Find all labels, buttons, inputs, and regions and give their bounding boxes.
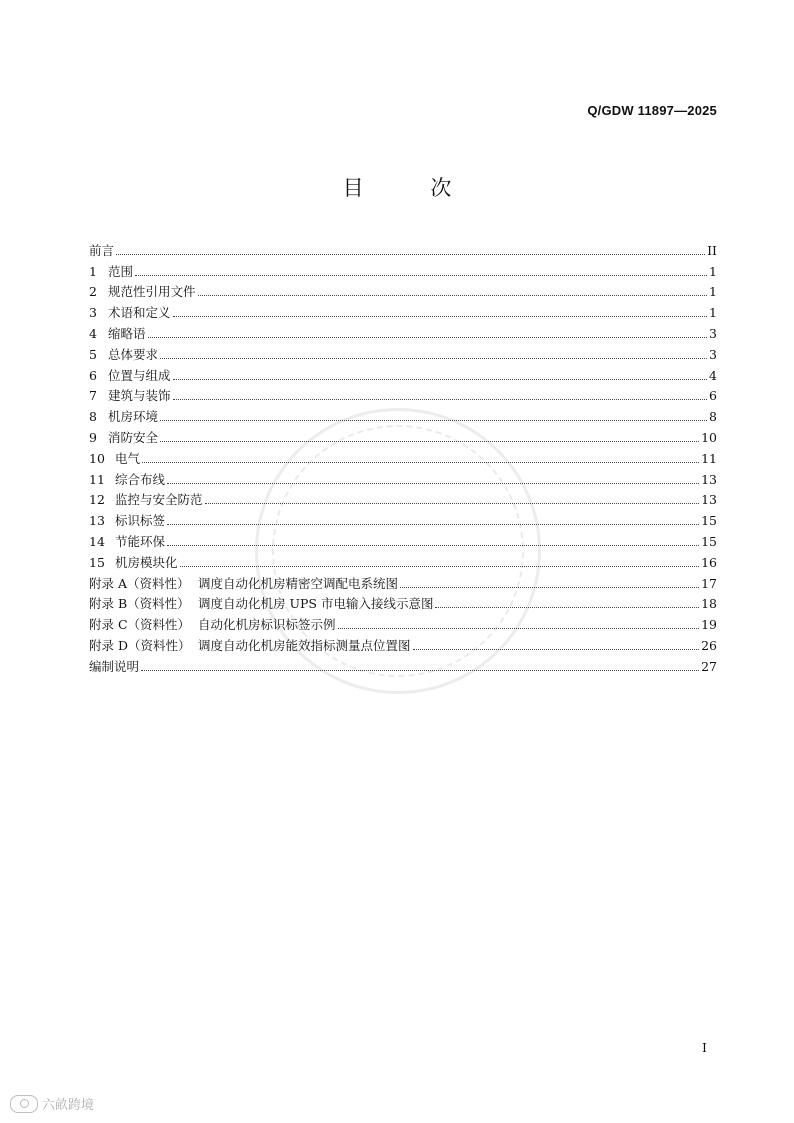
- toc-entry-5[interactable]: [89, 341, 717, 362]
- toc-entry-label: 节能环保: [115, 533, 166, 549]
- toc-entry-9[interactable]: [89, 424, 717, 445]
- dot-leader: [160, 358, 707, 359]
- toc-entry-page: 1: [709, 284, 717, 300]
- toc-entry-label: 规范性引用文件: [108, 284, 196, 300]
- dot-leader: [167, 545, 699, 546]
- toc-entry-label: 缩略语: [108, 325, 146, 341]
- toc-entry-page: 10: [701, 429, 717, 445]
- toc-entry-label: 建筑与装饰: [108, 388, 171, 404]
- toc-entry-label: 自动化机房标识标签示例: [198, 617, 336, 633]
- brand-logo-icon: [10, 1095, 38, 1113]
- toc-entry-label: 综合布线: [115, 471, 166, 487]
- toc-entry-label: 前言: [89, 242, 115, 258]
- toc-entry-page: 13: [701, 471, 717, 487]
- toc-entry-page: 17: [701, 575, 717, 591]
- toc-entry-page: 26: [701, 637, 717, 653]
- toc-entry-label: 调度自动化机房精密空调配电系统图: [198, 575, 399, 591]
- toc-entry-number: 2: [89, 284, 97, 300]
- toc-entry-label: 机房模块化: [115, 554, 178, 570]
- dot-leader: [141, 670, 699, 671]
- toc-entry-page: 4: [709, 367, 717, 383]
- toc-entry-number: 9: [89, 429, 97, 445]
- toc-entry-11[interactable]: [89, 466, 717, 487]
- brand-label: 六畝跨境: [42, 1098, 95, 1113]
- toc-entry-label: 调度自动化机房能效指标测量点位置图: [198, 637, 411, 653]
- toc-entry-label: 监控与安全防范: [115, 492, 203, 508]
- watermark-brand: [10, 1094, 94, 1113]
- toc-entry-3[interactable]: [89, 299, 717, 320]
- toc-entry-number: 4: [89, 325, 97, 341]
- dot-leader: [435, 607, 699, 608]
- toc-entry-page: 3: [709, 346, 717, 362]
- toc-entry-page: 3: [709, 325, 717, 341]
- dot-leader: [142, 462, 699, 463]
- toc-entry-page: 16: [701, 554, 717, 570]
- toc-entry-15[interactable]: [89, 549, 717, 570]
- toc-entry-2[interactable]: [89, 279, 717, 300]
- toc-entry-label: 标识标签: [115, 513, 166, 529]
- dot-leader: [180, 566, 700, 567]
- toc-entry-number: 1: [89, 263, 97, 279]
- dot-leader: [173, 379, 708, 380]
- toc-entry-number: 5: [89, 346, 97, 362]
- toc-appendix-d[interactable]: [89, 632, 717, 653]
- dot-leader: [167, 483, 699, 484]
- dot-leader: [167, 524, 699, 525]
- toc-entry-number: 11: [89, 471, 105, 487]
- appendix-prefix: 附录 A（资料性）: [89, 575, 190, 591]
- toc-entry-page: 15: [701, 533, 717, 549]
- dot-leader: [400, 587, 699, 588]
- toc-entry-page: 18: [701, 596, 717, 612]
- toc-entry-label: 消防安全: [108, 429, 159, 445]
- toc-entry-number: 12: [89, 492, 105, 508]
- toc-title: 目 次: [342, 176, 482, 200]
- toc-entry-number: 6: [89, 367, 97, 383]
- toc-entry-number: 3: [89, 305, 97, 321]
- table-of-contents: [89, 237, 717, 674]
- toc-entry-8[interactable]: [89, 403, 717, 424]
- toc-entry-foreword[interactable]: [89, 237, 717, 258]
- toc-appendix-b[interactable]: [89, 591, 717, 612]
- toc-entry-7[interactable]: [89, 383, 717, 404]
- dot-leader: [148, 337, 708, 338]
- toc-entry-compilation-notes[interactable]: [89, 653, 717, 674]
- toc-entry-page: 1: [709, 305, 717, 321]
- toc-appendix-a[interactable]: [89, 570, 717, 591]
- toc-appendix-c[interactable]: [89, 611, 717, 632]
- toc-entry-page: 19: [701, 617, 717, 633]
- toc-entry-10[interactable]: [89, 445, 717, 466]
- dot-leader: [116, 254, 705, 255]
- toc-entry-label: 位置与组成: [108, 367, 171, 383]
- dot-leader: [173, 399, 708, 400]
- toc-entry-page: 13: [701, 492, 717, 508]
- toc-entry-4[interactable]: [89, 320, 717, 341]
- toc-entry-label: 范围: [108, 263, 134, 279]
- document-code: Q/GDW 11897—2025: [587, 103, 717, 118]
- toc-entry-number: 14: [89, 533, 105, 549]
- toc-entry-number: 10: [89, 450, 105, 466]
- dot-leader: [198, 295, 708, 296]
- dot-leader: [160, 420, 707, 421]
- toc-entry-page: 15: [701, 513, 717, 529]
- dot-leader: [338, 628, 700, 629]
- dot-leader: [173, 316, 708, 317]
- appendix-prefix: 附录 C（资料性）: [89, 617, 191, 633]
- toc-entry-page: II: [707, 242, 717, 258]
- toc-entry-page: 27: [701, 658, 717, 674]
- page-number: I: [702, 1040, 707, 1055]
- toc-entry-1[interactable]: [89, 258, 717, 279]
- toc-entry-label: 机房环境: [108, 409, 159, 425]
- toc-entry-number: 7: [89, 388, 97, 404]
- toc-entry-page: 8: [709, 409, 717, 425]
- toc-entry-label: 术语和定义: [108, 305, 171, 321]
- toc-entry-13[interactable]: [89, 507, 717, 528]
- appendix-prefix: 附录 B（资料性）: [89, 596, 190, 612]
- toc-entry-page: 11: [701, 450, 717, 466]
- toc-entry-label: 总体要求: [108, 346, 159, 362]
- toc-entry-number: 8: [89, 409, 97, 425]
- dot-leader: [413, 649, 700, 650]
- dot-leader: [205, 503, 700, 504]
- toc-entry-12[interactable]: [89, 487, 717, 508]
- dot-leader: [135, 275, 707, 276]
- toc-entry-label: 编制说明: [89, 658, 140, 674]
- toc-entry-label: 调度自动化机房 UPS 市电输入接线示意图: [198, 596, 434, 612]
- toc-entry-number: 13: [89, 513, 105, 529]
- toc-entry-page: 6: [709, 388, 717, 404]
- toc-entry-number: 15: [89, 554, 105, 570]
- toc-entry-6[interactable]: [89, 362, 717, 383]
- dot-leader: [160, 441, 699, 442]
- toc-entry-page: 1: [709, 263, 717, 279]
- toc-entry-label: 电气: [115, 450, 141, 466]
- toc-entry-14[interactable]: [89, 528, 717, 549]
- appendix-prefix: 附录 D（资料性）: [89, 637, 191, 653]
